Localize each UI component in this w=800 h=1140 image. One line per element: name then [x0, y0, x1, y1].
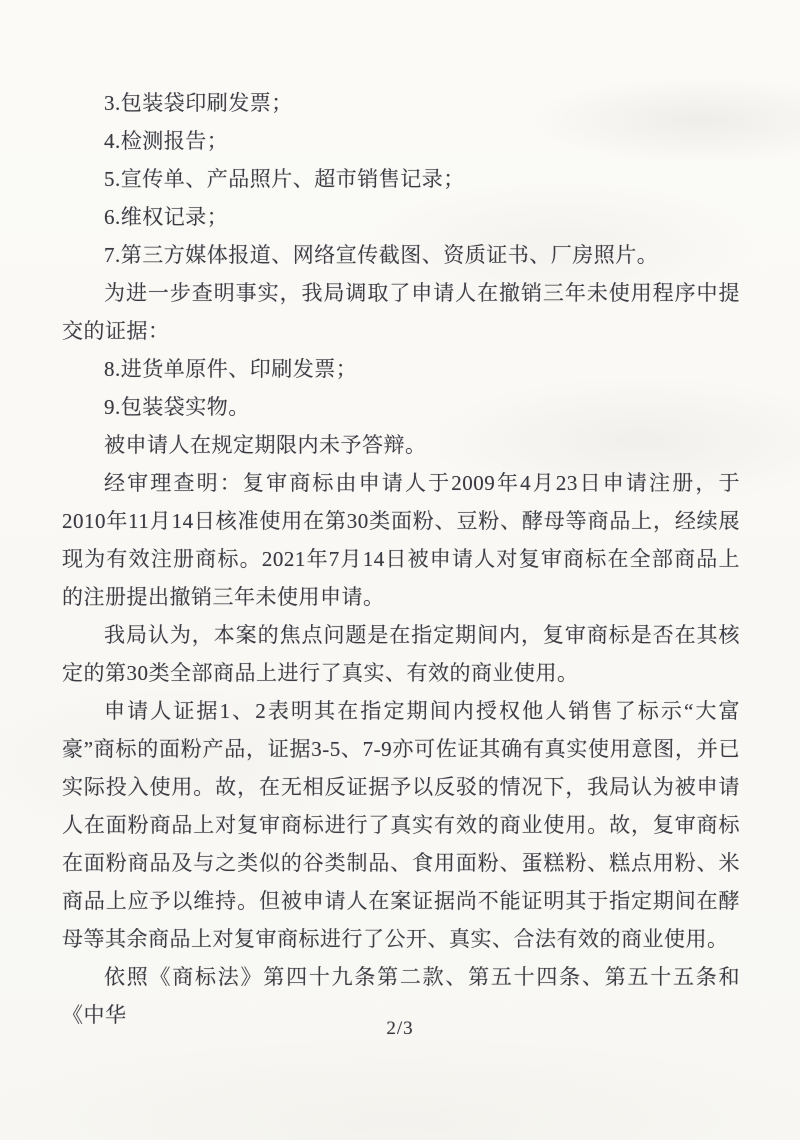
paragraph: 6.维权记录； [104, 205, 229, 229]
page-number: 2/3 [386, 1018, 414, 1039]
paragraph: 8.进货单原件、印刷发票； [104, 357, 358, 381]
paragraph: 3.包装袋印刷发票； [104, 91, 293, 115]
paragraph: 7.第三方媒体报道、网络宣传截图、资质证书、厂房照片。 [104, 243, 659, 267]
document-body-text [62, 84, 740, 1034]
paragraph: 为进一步查明事实，我局调取了申请人在撤销三年未使用程序中提交的证据： [62, 281, 740, 343]
paragraph: 9.包装袋实物。 [104, 395, 250, 419]
paragraph: 依照《商标法》第四十九条第二款、第五十四条、第五十五条和《中华 [62, 965, 740, 1027]
paragraph: 申请人证据1、2表明其在指定期间内授权他人销售了标示“大富豪”商标的面粉产品，证据3-5、7-9亦可佐证其确有真实使用意图，并已实际投入使用。故，在无相反证据予以反驳的情况下，我局认为被申请人在面粉商品上对复审商标进行了真实有效的商业使用。故，复审商标在面粉商品及与之类似的谷类制品、食用面粉、蛋糕粉、糕点用粉、米商品上应予以维持。但被申请人在案证据尚不能证明其于指定期间在酵母等其余商品上对复审商标进行了公开、真实、合法有效的商业使用。 [62, 699, 740, 951]
paragraph: 5.宣传单、产品照片、超市销售记录； [104, 167, 465, 191]
paragraph: 4.检测报告； [104, 129, 229, 153]
paragraph: 被申请人在规定期限内未予答辩。 [104, 433, 427, 457]
paragraph: 经审理查明：复审商标由申请人于2009年4月23日申请注册，于2010年11月14日核准使用在第30类面粉、豆粉、酵母等商品上，经续展现为有效注册商标。2021年7月14日被申请人对复审商标在全部商品上的注册提出撤销三年未使用申请。 [62, 471, 740, 609]
paragraph: 我局认为，本案的焦点问题是在指定期间内，复审商标是否在其核定的第30类全部商品上进行了真实、有效的商业使用。 [62, 623, 740, 685]
